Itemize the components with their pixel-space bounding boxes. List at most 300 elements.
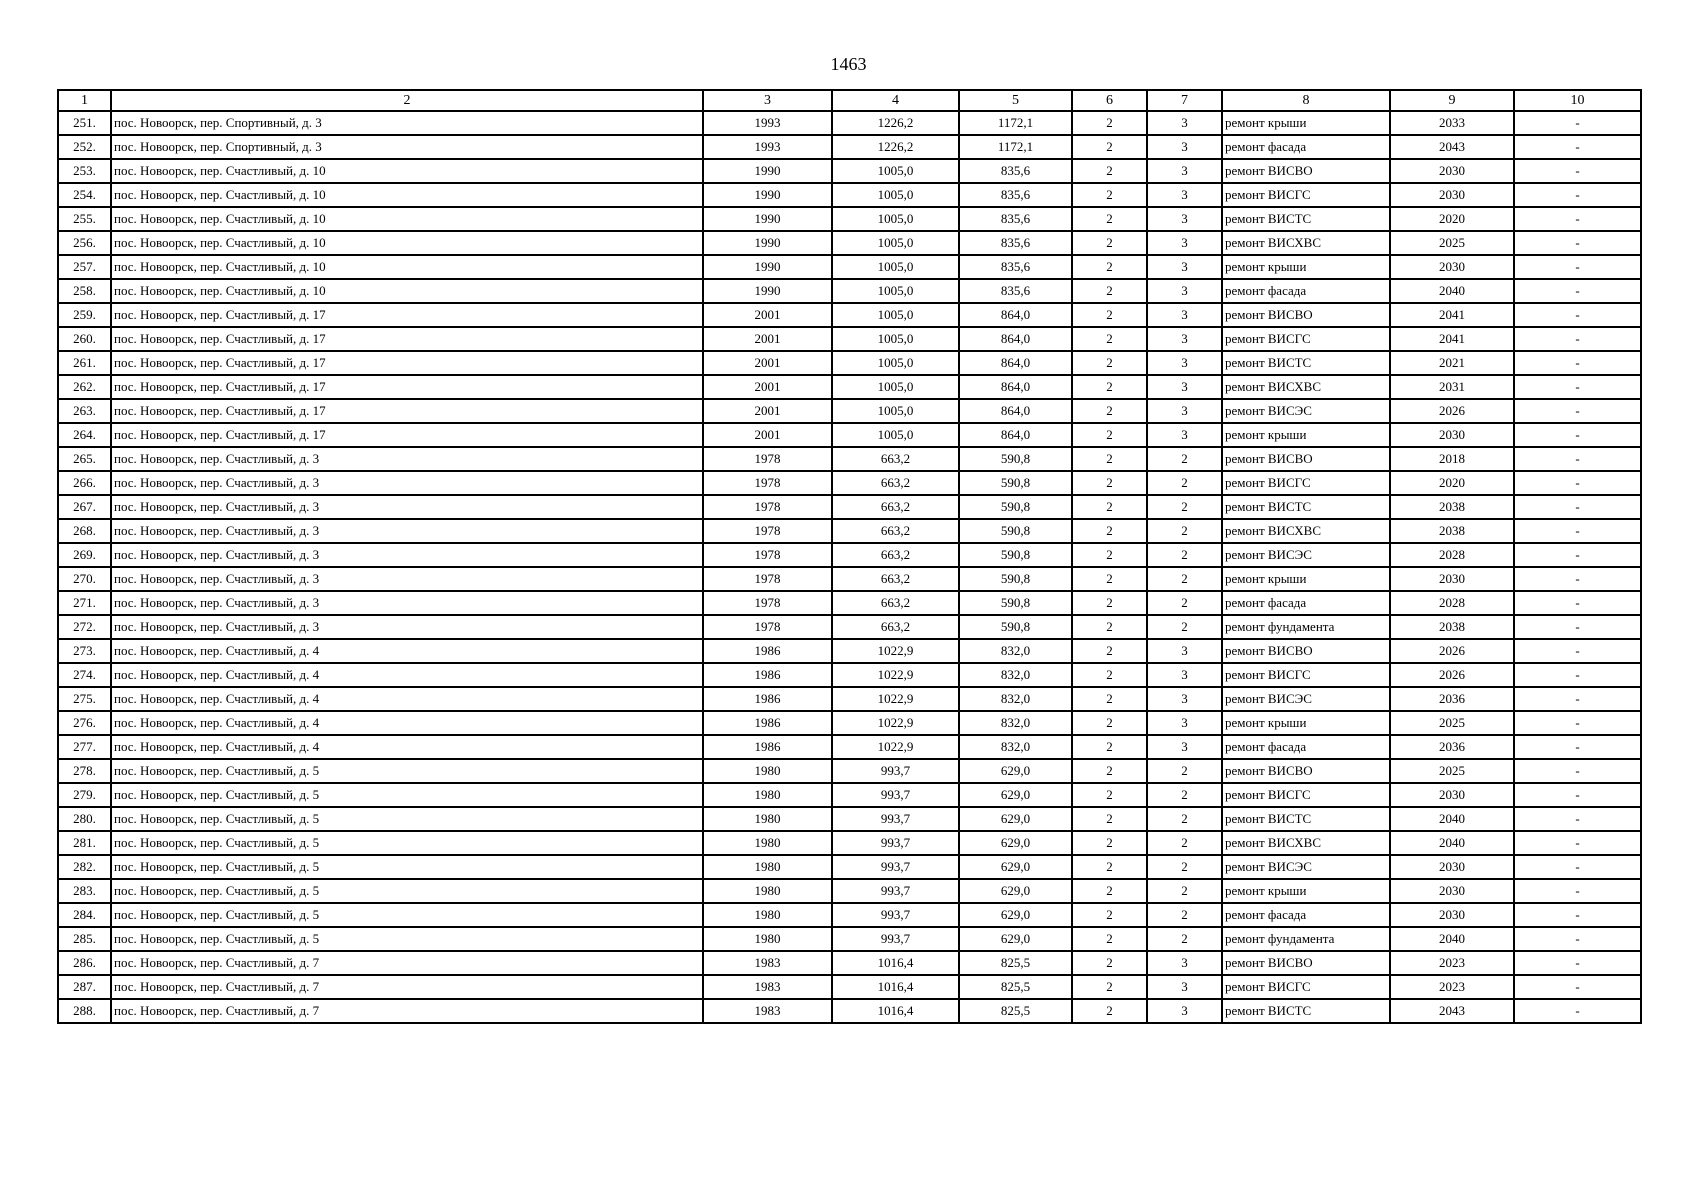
year-cell: 1978 xyxy=(703,615,832,639)
address-cell: пос. Новоорск, пер. Счастливый, д. 17 xyxy=(111,423,703,447)
planned-year-cell: 2026 xyxy=(1390,663,1514,687)
work-type-cell: ремонт фасада xyxy=(1222,279,1390,303)
year-cell: 1983 xyxy=(703,975,832,999)
address-cell: пос. Новоорск, пер. Спортивный, д. 3 xyxy=(111,111,703,135)
row-number-cell: 278. xyxy=(58,759,111,783)
column-header: 10 xyxy=(1514,90,1641,111)
col10-cell: - xyxy=(1514,279,1641,303)
work-type-cell: ремонт ВИСГС xyxy=(1222,663,1390,687)
row-number-cell: 259. xyxy=(58,303,111,327)
address-cell: пос. Новоорск, пер. Счастливый, д. 3 xyxy=(111,519,703,543)
living-area-cell: 832,0 xyxy=(959,663,1072,687)
row-number-cell: 283. xyxy=(58,879,111,903)
col10-cell: - xyxy=(1514,111,1641,135)
table-row xyxy=(58,687,1641,711)
col10-cell: - xyxy=(1514,255,1641,279)
year-cell: 1990 xyxy=(703,279,832,303)
row-number-cell: 274. xyxy=(58,663,111,687)
address-cell: пос. Новоорск, пер. Счастливый, д. 4 xyxy=(111,663,703,687)
col10-cell: - xyxy=(1514,423,1641,447)
living-area-cell: 629,0 xyxy=(959,927,1072,951)
work-type-cell: ремонт крыши xyxy=(1222,111,1390,135)
col6-cell: 2 xyxy=(1072,735,1147,759)
address-cell: пос. Новоорск, пер. Спортивный, д. 3 xyxy=(111,135,703,159)
year-cell: 1986 xyxy=(703,711,832,735)
work-type-cell: ремонт ВИСХВС xyxy=(1222,831,1390,855)
col10-cell: - xyxy=(1514,399,1641,423)
table-row xyxy=(58,591,1641,615)
floors-cell: 2 xyxy=(1147,567,1222,591)
total-area-cell: 1005,0 xyxy=(832,231,959,255)
work-type-cell: ремонт ВИСХВС xyxy=(1222,231,1390,255)
table-row xyxy=(58,183,1641,207)
col10-cell: - xyxy=(1514,807,1641,831)
row-number-cell: 282. xyxy=(58,855,111,879)
col10-cell: - xyxy=(1514,783,1641,807)
table-row xyxy=(58,975,1641,999)
table-row xyxy=(58,303,1641,327)
table-row xyxy=(58,375,1641,399)
row-number-cell: 286. xyxy=(58,951,111,975)
year-cell: 1983 xyxy=(703,999,832,1023)
column-header: 6 xyxy=(1072,90,1147,111)
row-number-cell: 265. xyxy=(58,447,111,471)
total-area-cell: 993,7 xyxy=(832,927,959,951)
col6-cell: 2 xyxy=(1072,255,1147,279)
floors-cell: 3 xyxy=(1147,687,1222,711)
table-row xyxy=(58,951,1641,975)
living-area-cell: 590,8 xyxy=(959,543,1072,567)
col6-cell: 2 xyxy=(1072,543,1147,567)
table-row xyxy=(58,255,1641,279)
row-number-cell: 279. xyxy=(58,783,111,807)
table-row xyxy=(58,903,1641,927)
living-area-cell: 629,0 xyxy=(959,759,1072,783)
col6-cell: 2 xyxy=(1072,207,1147,231)
work-type-cell: ремонт крыши xyxy=(1222,879,1390,903)
col10-cell: - xyxy=(1514,375,1641,399)
work-type-cell: ремонт фундамента xyxy=(1222,615,1390,639)
address-cell: пос. Новоорск, пер. Счастливый, д. 17 xyxy=(111,375,703,399)
year-cell: 2001 xyxy=(703,327,832,351)
col6-cell: 2 xyxy=(1072,375,1147,399)
floors-cell: 2 xyxy=(1147,543,1222,567)
address-cell: пос. Новоорск, пер. Счастливый, д. 3 xyxy=(111,615,703,639)
row-number-cell: 269. xyxy=(58,543,111,567)
col6-cell: 2 xyxy=(1072,231,1147,255)
table-row xyxy=(58,279,1641,303)
living-area-cell: 832,0 xyxy=(959,687,1072,711)
col6-cell: 2 xyxy=(1072,591,1147,615)
living-area-cell: 825,5 xyxy=(959,975,1072,999)
column-header: 5 xyxy=(959,90,1072,111)
table-row xyxy=(58,231,1641,255)
col10-cell: - xyxy=(1514,615,1641,639)
row-number-cell: 267. xyxy=(58,495,111,519)
row-number-cell: 273. xyxy=(58,639,111,663)
table-row xyxy=(58,327,1641,351)
living-area-cell: 1172,1 xyxy=(959,111,1072,135)
total-area-cell: 1226,2 xyxy=(832,135,959,159)
year-cell: 1986 xyxy=(703,687,832,711)
total-area-cell: 1005,0 xyxy=(832,327,959,351)
living-area-cell: 629,0 xyxy=(959,783,1072,807)
work-type-cell: ремонт фасада xyxy=(1222,591,1390,615)
row-number-cell: 275. xyxy=(58,687,111,711)
col6-cell: 2 xyxy=(1072,351,1147,375)
row-number-cell: 281. xyxy=(58,831,111,855)
work-type-cell: ремонт крыши xyxy=(1222,567,1390,591)
planned-year-cell: 2040 xyxy=(1390,279,1514,303)
table-row xyxy=(58,663,1641,687)
year-cell: 2001 xyxy=(703,303,832,327)
row-number-cell: 256. xyxy=(58,231,111,255)
floors-cell: 2 xyxy=(1147,615,1222,639)
row-number-cell: 263. xyxy=(58,399,111,423)
table-row xyxy=(58,207,1641,231)
floors-cell: 3 xyxy=(1147,135,1222,159)
page-number: 1463 xyxy=(830,54,867,74)
living-area-cell: 590,8 xyxy=(959,447,1072,471)
col10-cell: - xyxy=(1514,207,1641,231)
col10-cell: - xyxy=(1514,591,1641,615)
row-number-cell: 272. xyxy=(58,615,111,639)
address-cell: пос. Новоорск, пер. Счастливый, д. 7 xyxy=(111,999,703,1023)
year-cell: 1990 xyxy=(703,255,832,279)
col6-cell: 2 xyxy=(1072,855,1147,879)
row-number-cell: 268. xyxy=(58,519,111,543)
col10-cell: - xyxy=(1514,447,1641,471)
address-cell: пос. Новоорск, пер. Счастливый, д. 7 xyxy=(111,975,703,999)
table-row xyxy=(58,567,1641,591)
year-cell: 1986 xyxy=(703,639,832,663)
table-row xyxy=(58,111,1641,135)
col6-cell: 2 xyxy=(1072,135,1147,159)
total-area-cell: 1005,0 xyxy=(832,159,959,183)
floors-cell: 3 xyxy=(1147,951,1222,975)
row-number-cell: 262. xyxy=(58,375,111,399)
floors-cell: 3 xyxy=(1147,999,1222,1023)
total-area-cell: 1005,0 xyxy=(832,375,959,399)
living-area-cell: 835,6 xyxy=(959,183,1072,207)
col6-cell: 2 xyxy=(1072,639,1147,663)
row-number-cell: 288. xyxy=(58,999,111,1023)
work-type-cell: ремонт ВИСВО xyxy=(1222,759,1390,783)
table-row xyxy=(58,783,1641,807)
col6-cell: 2 xyxy=(1072,423,1147,447)
total-area-cell: 1022,9 xyxy=(832,735,959,759)
col10-cell: - xyxy=(1514,135,1641,159)
year-cell: 1978 xyxy=(703,471,832,495)
address-cell: пос. Новоорск, пер. Счастливый, д. 10 xyxy=(111,255,703,279)
col6-cell: 2 xyxy=(1072,111,1147,135)
table-row xyxy=(58,759,1641,783)
address-cell: пос. Новоорск, пер. Счастливый, д. 4 xyxy=(111,639,703,663)
floors-cell: 2 xyxy=(1147,591,1222,615)
floors-cell: 3 xyxy=(1147,351,1222,375)
living-area-cell: 835,6 xyxy=(959,255,1072,279)
table-row xyxy=(58,471,1641,495)
living-area-cell: 835,6 xyxy=(959,231,1072,255)
address-cell: пос. Новоорск, пер. Счастливый, д. 3 xyxy=(111,591,703,615)
total-area-cell: 1005,0 xyxy=(832,423,959,447)
row-number-cell: 257. xyxy=(58,255,111,279)
year-cell: 1993 xyxy=(703,135,832,159)
floors-cell: 2 xyxy=(1147,831,1222,855)
planned-year-cell: 2030 xyxy=(1390,183,1514,207)
planned-year-cell: 2041 xyxy=(1390,327,1514,351)
work-type-cell: ремонт ВИСТС xyxy=(1222,207,1390,231)
column-header: 1 xyxy=(58,90,111,111)
year-cell: 1980 xyxy=(703,759,832,783)
address-cell: пос. Новоорск, пер. Счастливый, д. 5 xyxy=(111,807,703,831)
planned-year-cell: 2043 xyxy=(1390,999,1514,1023)
total-area-cell: 663,2 xyxy=(832,495,959,519)
living-area-cell: 590,8 xyxy=(959,615,1072,639)
year-cell: 1983 xyxy=(703,951,832,975)
table-row xyxy=(58,495,1641,519)
planned-year-cell: 2041 xyxy=(1390,303,1514,327)
living-area-cell: 590,8 xyxy=(959,519,1072,543)
col6-cell: 2 xyxy=(1072,687,1147,711)
col10-cell: - xyxy=(1514,975,1641,999)
row-number-cell: 287. xyxy=(58,975,111,999)
address-cell: пос. Новоорск, пер. Счастливый, д. 3 xyxy=(111,543,703,567)
work-type-cell: ремонт ВИСВО xyxy=(1222,447,1390,471)
work-type-cell: ремонт ВИСГС xyxy=(1222,471,1390,495)
col10-cell: - xyxy=(1514,711,1641,735)
floors-cell: 2 xyxy=(1147,855,1222,879)
living-area-cell: 629,0 xyxy=(959,807,1072,831)
col6-cell: 2 xyxy=(1072,711,1147,735)
address-cell: пос. Новоорск, пер. Счастливый, д. 17 xyxy=(111,351,703,375)
row-number-cell: 266. xyxy=(58,471,111,495)
planned-year-cell: 2028 xyxy=(1390,543,1514,567)
floors-cell: 3 xyxy=(1147,207,1222,231)
col6-cell: 2 xyxy=(1072,807,1147,831)
year-cell: 1978 xyxy=(703,591,832,615)
floors-cell: 2 xyxy=(1147,807,1222,831)
table-row xyxy=(58,519,1641,543)
year-cell: 1980 xyxy=(703,903,832,927)
year-cell: 1980 xyxy=(703,927,832,951)
col10-cell: - xyxy=(1514,855,1641,879)
year-cell: 2001 xyxy=(703,375,832,399)
col6-cell: 2 xyxy=(1072,879,1147,903)
total-area-cell: 1016,4 xyxy=(832,999,959,1023)
table-row xyxy=(58,399,1641,423)
floors-cell: 2 xyxy=(1147,927,1222,951)
total-area-cell: 663,2 xyxy=(832,543,959,567)
table-row xyxy=(58,135,1641,159)
year-cell: 1986 xyxy=(703,663,832,687)
year-cell: 1993 xyxy=(703,111,832,135)
table-row xyxy=(58,351,1641,375)
col10-cell: - xyxy=(1514,831,1641,855)
planned-year-cell: 2030 xyxy=(1390,423,1514,447)
total-area-cell: 1022,9 xyxy=(832,711,959,735)
row-number-cell: 270. xyxy=(58,567,111,591)
row-number-cell: 285. xyxy=(58,927,111,951)
total-area-cell: 1005,0 xyxy=(832,399,959,423)
address-cell: пос. Новоорск, пер. Счастливый, д. 10 xyxy=(111,231,703,255)
col6-cell: 2 xyxy=(1072,951,1147,975)
floors-cell: 3 xyxy=(1147,735,1222,759)
planned-year-cell: 2043 xyxy=(1390,135,1514,159)
row-number-cell: 254. xyxy=(58,183,111,207)
total-area-cell: 663,2 xyxy=(832,519,959,543)
planned-year-cell: 2040 xyxy=(1390,807,1514,831)
row-number-cell: 255. xyxy=(58,207,111,231)
work-type-cell: ремонт ВИСТС xyxy=(1222,495,1390,519)
address-cell: пос. Новоорск, пер. Счастливый, д. 10 xyxy=(111,183,703,207)
work-type-cell: ремонт крыши xyxy=(1222,711,1390,735)
table-row xyxy=(58,927,1641,951)
row-number-cell: 284. xyxy=(58,903,111,927)
floors-cell: 2 xyxy=(1147,447,1222,471)
column-header: 9 xyxy=(1390,90,1514,111)
planned-year-cell: 2030 xyxy=(1390,783,1514,807)
col10-cell: - xyxy=(1514,567,1641,591)
table-row xyxy=(58,159,1641,183)
row-number-cell: 252. xyxy=(58,135,111,159)
row-number-cell: 258. xyxy=(58,279,111,303)
col6-cell: 2 xyxy=(1072,159,1147,183)
planned-year-cell: 2031 xyxy=(1390,375,1514,399)
floors-cell: 2 xyxy=(1147,495,1222,519)
row-number-cell: 251. xyxy=(58,111,111,135)
table-row xyxy=(58,423,1641,447)
living-area-cell: 590,8 xyxy=(959,471,1072,495)
total-area-cell: 1022,9 xyxy=(832,639,959,663)
work-type-cell: ремонт ВИСВО xyxy=(1222,951,1390,975)
address-cell: пос. Новоорск, пер. Счастливый, д. 5 xyxy=(111,831,703,855)
total-area-cell: 1005,0 xyxy=(832,207,959,231)
planned-year-cell: 2023 xyxy=(1390,975,1514,999)
living-area-cell: 832,0 xyxy=(959,735,1072,759)
col10-cell: - xyxy=(1514,159,1641,183)
work-type-cell: ремонт ВИСГС xyxy=(1222,975,1390,999)
address-cell: пос. Новоорск, пер. Счастливый, д. 3 xyxy=(111,471,703,495)
work-type-cell: ремонт ВИСГС xyxy=(1222,183,1390,207)
work-type-cell: ремонт фасада xyxy=(1222,735,1390,759)
table-row xyxy=(58,807,1641,831)
address-cell: пос. Новоорск, пер. Счастливый, д. 5 xyxy=(111,855,703,879)
col6-cell: 2 xyxy=(1072,615,1147,639)
living-area-cell: 835,6 xyxy=(959,159,1072,183)
planned-year-cell: 2021 xyxy=(1390,351,1514,375)
table-row xyxy=(58,615,1641,639)
col10-cell: - xyxy=(1514,303,1641,327)
work-type-cell: ремонт ВИСТС xyxy=(1222,999,1390,1023)
address-cell: пос. Новоорск, пер. Счастливый, д. 4 xyxy=(111,735,703,759)
living-area-cell: 864,0 xyxy=(959,375,1072,399)
planned-year-cell: 2026 xyxy=(1390,639,1514,663)
total-area-cell: 1016,4 xyxy=(832,975,959,999)
planned-year-cell: 2020 xyxy=(1390,207,1514,231)
row-number-cell: 261. xyxy=(58,351,111,375)
row-number-cell: 280. xyxy=(58,807,111,831)
total-area-cell: 1005,0 xyxy=(832,279,959,303)
work-type-cell: ремонт ВИСГС xyxy=(1222,327,1390,351)
work-type-cell: ремонт ВИСЭС xyxy=(1222,399,1390,423)
floors-cell: 3 xyxy=(1147,327,1222,351)
floors-cell: 3 xyxy=(1147,423,1222,447)
col10-cell: - xyxy=(1514,903,1641,927)
col6-cell: 2 xyxy=(1072,567,1147,591)
col6-cell: 2 xyxy=(1072,975,1147,999)
floors-cell: 3 xyxy=(1147,231,1222,255)
col10-cell: - xyxy=(1514,543,1641,567)
total-area-cell: 663,2 xyxy=(832,471,959,495)
living-area-cell: 629,0 xyxy=(959,903,1072,927)
col10-cell: - xyxy=(1514,351,1641,375)
living-area-cell: 832,0 xyxy=(959,639,1072,663)
col6-cell: 2 xyxy=(1072,471,1147,495)
planned-year-cell: 2020 xyxy=(1390,471,1514,495)
col10-cell: - xyxy=(1514,663,1641,687)
row-number-cell: 264. xyxy=(58,423,111,447)
col10-cell: - xyxy=(1514,759,1641,783)
work-type-cell: ремонт крыши xyxy=(1222,423,1390,447)
header-row xyxy=(58,90,1641,111)
year-cell: 1986 xyxy=(703,735,832,759)
year-cell: 1978 xyxy=(703,519,832,543)
work-type-cell: ремонт фасада xyxy=(1222,135,1390,159)
col6-cell: 2 xyxy=(1072,903,1147,927)
planned-year-cell: 2030 xyxy=(1390,855,1514,879)
planned-year-cell: 2036 xyxy=(1390,687,1514,711)
living-area-cell: 629,0 xyxy=(959,831,1072,855)
work-type-cell: ремонт фасада xyxy=(1222,903,1390,927)
address-cell: пос. Новоорск, пер. Счастливый, д. 5 xyxy=(111,783,703,807)
total-area-cell: 1005,0 xyxy=(832,351,959,375)
floors-cell: 2 xyxy=(1147,471,1222,495)
floors-cell: 2 xyxy=(1147,783,1222,807)
work-type-cell: ремонт ВИСВО xyxy=(1222,159,1390,183)
total-area-cell: 993,7 xyxy=(832,855,959,879)
col6-cell: 2 xyxy=(1072,759,1147,783)
work-type-cell: ремонт фундамента xyxy=(1222,927,1390,951)
col10-cell: - xyxy=(1514,471,1641,495)
planned-year-cell: 2040 xyxy=(1390,831,1514,855)
col10-cell: - xyxy=(1514,519,1641,543)
floors-cell: 3 xyxy=(1147,975,1222,999)
living-area-cell: 1172,1 xyxy=(959,135,1072,159)
living-area-cell: 864,0 xyxy=(959,327,1072,351)
col10-cell: - xyxy=(1514,495,1641,519)
table-row xyxy=(58,735,1641,759)
address-cell: пос. Новоорск, пер. Счастливый, д. 10 xyxy=(111,279,703,303)
floors-cell: 2 xyxy=(1147,519,1222,543)
column-header: 7 xyxy=(1147,90,1222,111)
living-area-cell: 590,8 xyxy=(959,591,1072,615)
living-area-cell: 832,0 xyxy=(959,711,1072,735)
total-area-cell: 1005,0 xyxy=(832,303,959,327)
row-number-cell: 253. xyxy=(58,159,111,183)
living-area-cell: 590,8 xyxy=(959,567,1072,591)
planned-year-cell: 2030 xyxy=(1390,903,1514,927)
table-row xyxy=(58,447,1641,471)
col6-cell: 2 xyxy=(1072,399,1147,423)
work-type-cell: ремонт ВИСТС xyxy=(1222,351,1390,375)
column-header: 2 xyxy=(111,90,703,111)
year-cell: 1980 xyxy=(703,855,832,879)
floors-cell: 2 xyxy=(1147,879,1222,903)
total-area-cell: 993,7 xyxy=(832,783,959,807)
floors-cell: 3 xyxy=(1147,399,1222,423)
work-type-cell: ремонт ВИСВО xyxy=(1222,303,1390,327)
